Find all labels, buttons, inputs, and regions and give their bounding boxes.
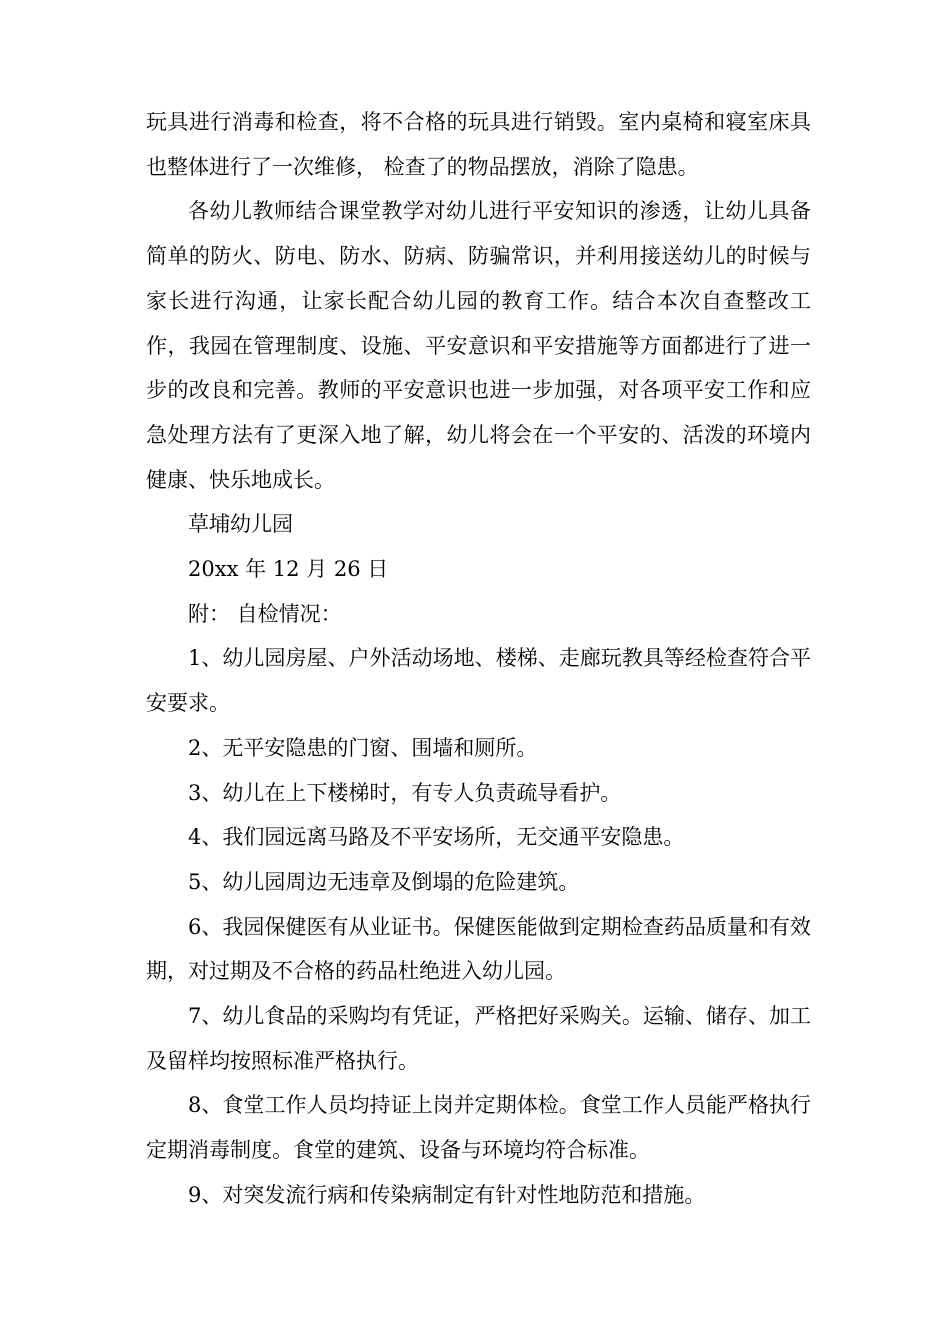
checklist-item: 2、无平安隐患的门窗、围墙和厕所。: [188, 735, 538, 760]
checklist-item: 4、我们园远离马路及不平安场所，无交通平安隐患。: [188, 825, 685, 850]
checklist-item: 9、对突发流行病和传染病制定有针对性地防范和措施。: [188, 1182, 706, 1207]
checklist-item: 7、幼儿食品的采购均有凭证，严格把好采购关。运输、储存、加工及留样均按照标准严格执行。: [146, 1004, 811, 1073]
appendix-heading: 附： 自检情况：: [188, 601, 342, 626]
checklist-item: 8、食堂工作人员均持证上岗并定期体检。食堂工作人员能严格执行定期消毒制度。食堂的建筑、设备与环境均符合标准。: [146, 1093, 811, 1163]
continuation-paragraph: 玩具进行消毒和检查，将不合格的玩具进行销毁。室内桌椅和寝室床具也整体进行了一次维修， 检查了的物品摆放，消除了隐患。: [146, 110, 811, 179]
checklist-item: 6、我园保健医有从业证书。保健医能做到定期检查药品质量和有效期，对过期及不合格的药品杜绝进入幼儿园。: [146, 914, 811, 984]
signature-organization: 草埔幼儿园: [188, 512, 293, 537]
signature-date: 20xx 年 12 月 26 日: [188, 557, 389, 582]
checklist-item: 3、幼儿在上下楼梯时，有专人负责疏导看护。: [188, 780, 622, 805]
document-page: [146, 100, 811, 1218]
checklist-item: 1、幼儿园房屋、户外活动场地、楼梯、走廊玩教具等经检查符合平安要求。: [146, 646, 811, 716]
checklist-item: 5、幼儿园周边无违章及倒塌的危险建筑。: [188, 869, 580, 894]
safety-education-paragraph: 各幼儿教师结合课堂教学对幼儿进行平安知识的渗透，让幼儿具备简单的防火、防电、防水、防病、防骗常识，并利用接送幼儿的时候与家长进行沟通，让家长配合幼儿园的教育工作。结合本次自查整改工作，我园在管理制度、设施、平安意识和平安措施等方面都进行了进一步的改良和完善。教师的平安意识也进一步加强，对各项平安工作和应急处理方法有了更深入地了解，幼儿将会在一个平安的、活泼的环境内健康、快乐地成长。: [146, 199, 811, 492]
